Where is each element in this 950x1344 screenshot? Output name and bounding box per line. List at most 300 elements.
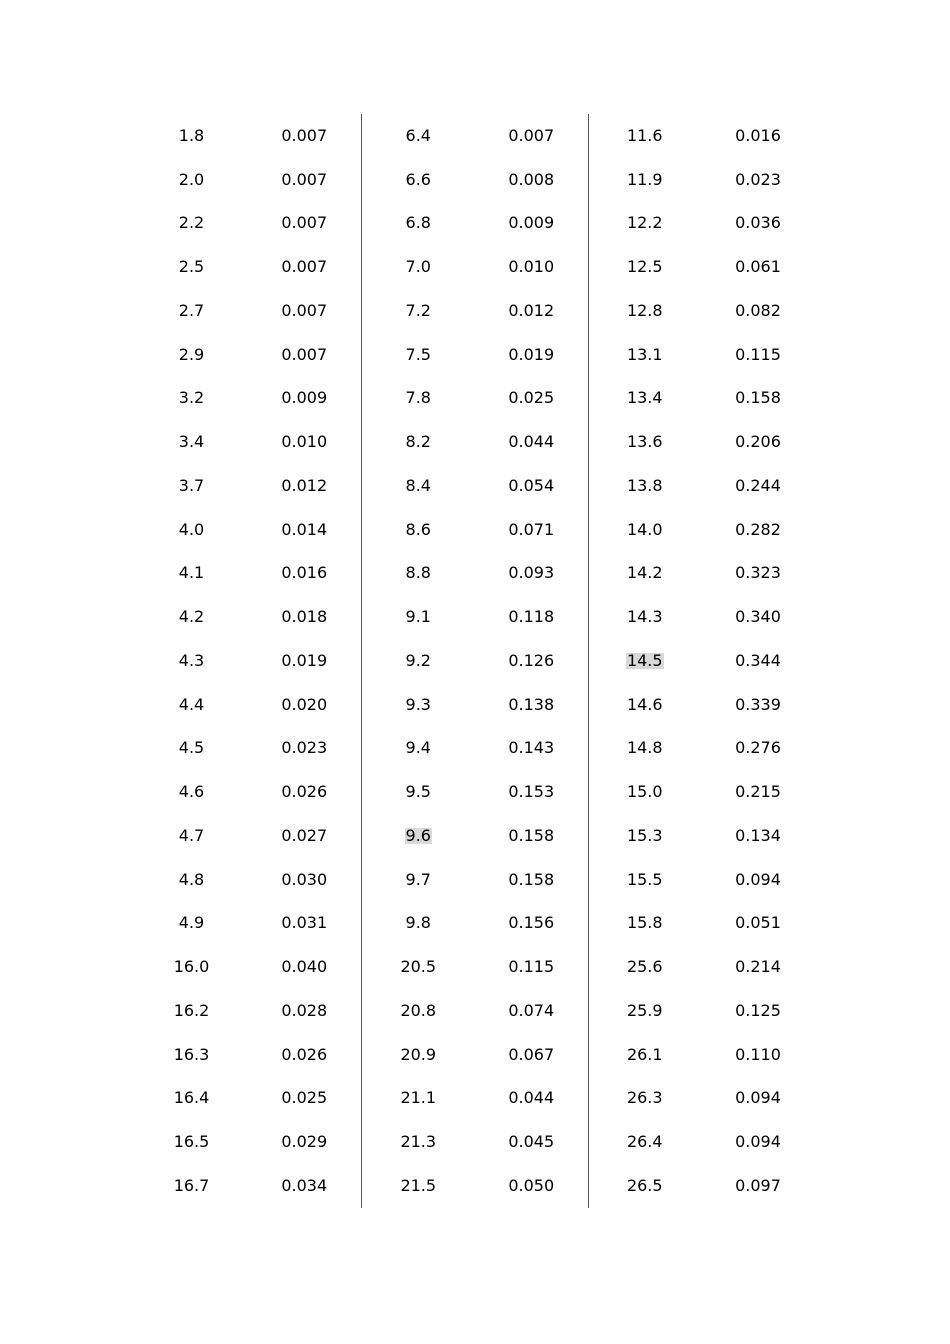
table-row (135, 289, 815, 333)
cell-value: 4.8 (178, 869, 205, 889)
cell-value: 15.3 (626, 825, 663, 845)
cell-value: 15.5 (626, 869, 663, 889)
table-cell (588, 1120, 701, 1164)
cell-value: 4.5 (178, 738, 205, 758)
cell-value: 9.5 (405, 782, 431, 802)
table-cell (135, 770, 248, 814)
table-cell (361, 683, 475, 727)
table-cell (248, 945, 361, 989)
table-cell (361, 1120, 475, 1164)
cell-value: 4.9 (178, 913, 205, 933)
table-cell (361, 858, 475, 902)
table-row (135, 989, 815, 1033)
cell-value: 0.019 (281, 650, 328, 670)
table-cell (701, 683, 815, 727)
table-row (135, 245, 815, 289)
cell-value: 3.2 (178, 388, 205, 408)
cell-value: 4.1 (178, 563, 205, 583)
table-row (135, 114, 815, 158)
cell-value: 0.051 (735, 913, 781, 933)
cell-value: 16.7 (173, 1175, 210, 1195)
cell-value: 0.323 (735, 563, 781, 583)
cell-value: 0.093 (508, 563, 555, 583)
cell-value: 12.5 (626, 257, 663, 277)
table-cell (248, 814, 361, 858)
table-cell (248, 420, 361, 464)
cell-value: 0.036 (735, 213, 781, 233)
cell-value: 0.010 (508, 257, 555, 277)
table-cell (248, 202, 361, 246)
cell-value: 4.4 (178, 694, 205, 714)
table-cell (248, 989, 361, 1033)
table-cell (701, 333, 815, 377)
cell-value: 9.4 (405, 738, 431, 758)
table-cell (361, 377, 475, 421)
table-cell (361, 420, 475, 464)
cell-value: 0.125 (735, 1000, 781, 1020)
cell-value: 12.2 (626, 213, 663, 233)
cell-value: 0.153 (508, 782, 555, 802)
cell-value: 0.008 (508, 169, 555, 189)
table-cell (248, 333, 361, 377)
cell-value: 7.8 (405, 388, 431, 408)
cell-value: 13.4 (626, 388, 663, 408)
table-cell (475, 1077, 588, 1121)
cell-value: 0.115 (508, 957, 555, 977)
cell-value: 7.2 (405, 300, 431, 320)
table-cell (361, 333, 475, 377)
cell-value: 8.8 (405, 563, 431, 583)
table-cell (475, 420, 588, 464)
table-row (135, 595, 815, 639)
table-cell (135, 202, 248, 246)
table-cell (475, 114, 588, 158)
table-cell (135, 902, 248, 946)
cell-value: 26.4 (626, 1132, 663, 1152)
table-cell (135, 1077, 248, 1121)
table-cell (135, 289, 248, 333)
table-cell (588, 508, 701, 552)
table-cell (248, 727, 361, 771)
cell-value: 12.8 (626, 300, 663, 320)
cell-value: 0.016 (281, 563, 328, 583)
table-cell (135, 464, 248, 508)
cell-value: 0.138 (508, 694, 555, 714)
table-cell (248, 508, 361, 552)
table-cell (361, 245, 475, 289)
table-cell (361, 639, 475, 683)
cell-value: 0.012 (508, 300, 555, 320)
table-body (135, 114, 815, 1208)
cell-value: 25.6 (626, 957, 663, 977)
table-cell (135, 1033, 248, 1077)
cell-value: 0.158 (735, 388, 781, 408)
cell-value: 0.097 (735, 1175, 781, 1195)
table-cell (588, 902, 701, 946)
table-cell (361, 770, 475, 814)
cell-value: 14.2 (626, 563, 663, 583)
cell-value: 0.045 (508, 1132, 555, 1152)
cell-value: 13.8 (626, 475, 663, 495)
cell-value: 0.067 (508, 1044, 555, 1064)
data-table-container (135, 114, 815, 1208)
cell-value: 0.019 (508, 344, 555, 364)
table-cell (475, 858, 588, 902)
highlighted-value: 14.5 (626, 650, 663, 670)
table-cell (135, 158, 248, 202)
table-cell (701, 858, 815, 902)
table-cell (701, 464, 815, 508)
cell-value: 0.071 (508, 519, 555, 539)
table-cell (475, 1164, 588, 1208)
table-cell (361, 1077, 475, 1121)
table-cell (701, 420, 815, 464)
table-row (135, 1033, 815, 1077)
cell-value: 16.4 (173, 1088, 210, 1108)
cell-value: 25.9 (626, 1000, 663, 1020)
table-cell (475, 552, 588, 596)
table-cell (361, 158, 475, 202)
cell-value: 0.094 (735, 869, 781, 889)
cell-value: 0.007 (281, 300, 328, 320)
cell-value: 0.025 (281, 1088, 328, 1108)
cell-value: 0.044 (508, 432, 555, 452)
cell-value: 2.7 (178, 300, 205, 320)
table-cell (248, 770, 361, 814)
cell-value: 0.007 (508, 125, 555, 145)
cell-value: 0.034 (281, 1175, 328, 1195)
table-cell (248, 245, 361, 289)
table-cell (135, 814, 248, 858)
table-cell (588, 1164, 701, 1208)
cell-value: 2.2 (178, 213, 205, 233)
table-cell (701, 902, 815, 946)
cell-value: 21.3 (400, 1132, 437, 1152)
cell-value: 20.8 (400, 1000, 437, 1020)
table-cell (135, 683, 248, 727)
table-cell (588, 639, 701, 683)
table-cell (588, 202, 701, 246)
cell-value: 11.9 (626, 169, 663, 189)
table-cell (588, 595, 701, 639)
table-cell (361, 989, 475, 1033)
table-cell (701, 508, 815, 552)
table-cell (248, 595, 361, 639)
cell-value: 0.143 (508, 738, 555, 758)
table-cell (475, 464, 588, 508)
table-cell (135, 989, 248, 1033)
table-row (135, 727, 815, 771)
table-cell (701, 1033, 815, 1077)
cell-value: 0.028 (281, 1000, 328, 1020)
cell-value: 0.340 (735, 607, 781, 627)
cell-value: 9.8 (405, 913, 431, 933)
cell-value: 0.215 (735, 782, 781, 802)
cell-value: 4.6 (178, 782, 205, 802)
table-cell (248, 639, 361, 683)
table-cell (701, 158, 815, 202)
cell-value: 9.2 (405, 650, 431, 670)
cell-value: 3.4 (178, 432, 205, 452)
table-cell (135, 377, 248, 421)
cell-value: 0.244 (735, 475, 781, 495)
table-cell (475, 902, 588, 946)
cell-value: 4.2 (178, 607, 205, 627)
table-cell (701, 989, 815, 1033)
table-cell (248, 1120, 361, 1164)
table-cell (701, 1077, 815, 1121)
cell-value: 0.026 (281, 1044, 328, 1064)
table-cell (701, 289, 815, 333)
table-cell (361, 945, 475, 989)
cell-value: 0.050 (508, 1175, 555, 1195)
cell-value: 3.7 (178, 475, 205, 495)
cell-value: 9.7 (405, 869, 431, 889)
cell-value: 0.023 (735, 169, 781, 189)
table-cell (361, 289, 475, 333)
table-row (135, 683, 815, 727)
table-cell (588, 114, 701, 158)
table-row (135, 770, 815, 814)
cell-value: 15.8 (626, 913, 663, 933)
cell-value: 7.5 (405, 344, 431, 364)
table-cell (475, 377, 588, 421)
cell-value: 0.007 (281, 257, 328, 277)
table-cell (475, 770, 588, 814)
cell-value: 8.4 (405, 475, 431, 495)
cell-value: 0.134 (735, 825, 781, 845)
table-cell (135, 945, 248, 989)
table-cell (135, 858, 248, 902)
cell-value: 6.8 (405, 213, 431, 233)
table-cell (135, 639, 248, 683)
cell-value: 15.0 (626, 782, 663, 802)
table-cell (361, 595, 475, 639)
table-cell (588, 333, 701, 377)
cell-value: 21.5 (400, 1175, 437, 1195)
table-cell (588, 1077, 701, 1121)
table-cell (701, 1164, 815, 1208)
cell-value: 16.2 (173, 1000, 210, 1020)
table-cell (701, 727, 815, 771)
cell-value: 0.126 (508, 650, 555, 670)
cell-value: 0.010 (281, 432, 328, 452)
cell-value: 11.6 (626, 125, 663, 145)
cell-value: 14.0 (626, 519, 663, 539)
cell-value: 0.009 (281, 388, 328, 408)
cell-value: 0.029 (281, 1132, 328, 1152)
table-cell (248, 858, 361, 902)
table-cell (361, 552, 475, 596)
table-cell (135, 508, 248, 552)
table-cell (701, 552, 815, 596)
cell-value: 7.0 (405, 257, 431, 277)
table-cell (588, 814, 701, 858)
cell-value: 0.074 (508, 1000, 555, 1020)
table-row (135, 1164, 815, 1208)
cell-value: 0.023 (281, 738, 328, 758)
cell-value: 8.2 (405, 432, 431, 452)
table-cell (248, 1077, 361, 1121)
cell-value: 6.6 (405, 169, 431, 189)
table-cell (135, 1164, 248, 1208)
cell-value: 13.6 (626, 432, 663, 452)
table-row (135, 508, 815, 552)
table-cell (701, 639, 815, 683)
cell-value: 14.6 (626, 694, 663, 714)
table-cell (361, 727, 475, 771)
cell-value: 0.214 (735, 957, 781, 977)
cell-value: 16.0 (173, 957, 210, 977)
table-cell (701, 770, 815, 814)
table-cell (475, 1033, 588, 1077)
table-cell (588, 770, 701, 814)
table-cell (248, 158, 361, 202)
table-row (135, 420, 815, 464)
table-cell (588, 377, 701, 421)
table-cell (701, 202, 815, 246)
cell-value: 0.040 (281, 957, 328, 977)
table-cell (361, 902, 475, 946)
table-cell (701, 377, 815, 421)
cell-value: 4.3 (178, 650, 205, 670)
table-cell (135, 333, 248, 377)
cell-value: 0.054 (508, 475, 555, 495)
table-cell (588, 1033, 701, 1077)
cell-value: 4.0 (178, 519, 205, 539)
cell-value: 0.026 (281, 782, 328, 802)
table-cell (588, 989, 701, 1033)
table-cell (475, 639, 588, 683)
cell-value: 26.1 (626, 1044, 663, 1064)
cell-value: 14.8 (626, 738, 663, 758)
cell-value: 0.012 (281, 475, 328, 495)
table-cell (701, 1120, 815, 1164)
cell-value: 0.007 (281, 344, 328, 364)
cell-value: 0.031 (281, 913, 328, 933)
table-cell (248, 464, 361, 508)
table-cell (588, 727, 701, 771)
data-table (135, 114, 815, 1208)
table-cell (475, 1120, 588, 1164)
cell-value: 0.044 (508, 1088, 555, 1108)
table-cell (248, 1164, 361, 1208)
table-cell (135, 1120, 248, 1164)
table-cell (135, 420, 248, 464)
cell-value: 2.9 (178, 344, 205, 364)
table-cell (701, 114, 815, 158)
table-cell (475, 989, 588, 1033)
table-cell (475, 202, 588, 246)
table-row (135, 858, 815, 902)
table-row (135, 377, 815, 421)
table-row (135, 333, 815, 377)
table-cell (588, 158, 701, 202)
table-cell (248, 114, 361, 158)
cell-value: 4.7 (178, 825, 205, 845)
table-cell (588, 683, 701, 727)
table-cell (135, 595, 248, 639)
table-row (135, 1077, 815, 1121)
table-row (135, 639, 815, 683)
table-cell (475, 814, 588, 858)
table-cell (248, 377, 361, 421)
cell-value: 21.1 (400, 1088, 437, 1108)
table-cell (248, 1033, 361, 1077)
cell-value: 26.3 (626, 1088, 663, 1108)
cell-value: 0.094 (735, 1088, 781, 1108)
cell-value: 9.3 (405, 694, 431, 714)
table-cell (475, 245, 588, 289)
table-cell (475, 289, 588, 333)
table-cell (588, 289, 701, 333)
cell-value: 14.3 (626, 607, 663, 627)
cell-value: 0.016 (735, 125, 781, 145)
cell-value: 0.282 (735, 519, 781, 539)
cell-value: 16.5 (173, 1132, 210, 1152)
table-cell (248, 902, 361, 946)
cell-value: 9.1 (405, 607, 431, 627)
table-row (135, 814, 815, 858)
table-cell (475, 595, 588, 639)
cell-value: 16.3 (173, 1044, 210, 1064)
table-cell (588, 945, 701, 989)
table-row (135, 464, 815, 508)
table-cell (361, 1164, 475, 1208)
table-row (135, 202, 815, 246)
cell-value: 0.007 (281, 213, 328, 233)
cell-value: 1.8 (178, 125, 205, 145)
table-cell (701, 245, 815, 289)
cell-value: 0.115 (735, 344, 781, 364)
table-cell (588, 858, 701, 902)
table-cell (588, 552, 701, 596)
table-cell (701, 595, 815, 639)
table-cell (361, 202, 475, 246)
table-row (135, 552, 815, 596)
cell-value: 0.339 (735, 694, 781, 714)
cell-value: 0.014 (281, 519, 328, 539)
table-cell (135, 727, 248, 771)
table-row (135, 945, 815, 989)
cell-value: 0.156 (508, 913, 555, 933)
table-cell (475, 683, 588, 727)
table-cell (475, 508, 588, 552)
table-cell (135, 552, 248, 596)
table-cell (475, 727, 588, 771)
table-cell (248, 683, 361, 727)
cell-value: 2.0 (178, 169, 205, 189)
table-cell (248, 289, 361, 333)
cell-value: 6.4 (405, 125, 431, 145)
table-row (135, 1120, 815, 1164)
table-cell (135, 245, 248, 289)
cell-value: 26.5 (626, 1175, 663, 1195)
cell-value: 20.9 (400, 1044, 437, 1064)
cell-value: 0.094 (735, 1132, 781, 1152)
cell-value: 0.061 (735, 257, 781, 277)
table-cell (135, 114, 248, 158)
cell-value: 0.009 (508, 213, 555, 233)
cell-value: 0.025 (508, 388, 555, 408)
table-cell (361, 814, 475, 858)
table-cell (248, 552, 361, 596)
table-cell (701, 814, 815, 858)
highlighted-value: 9.6 (405, 825, 431, 845)
table-cell (475, 158, 588, 202)
cell-value: 0.082 (735, 300, 781, 320)
table-row (135, 158, 815, 202)
